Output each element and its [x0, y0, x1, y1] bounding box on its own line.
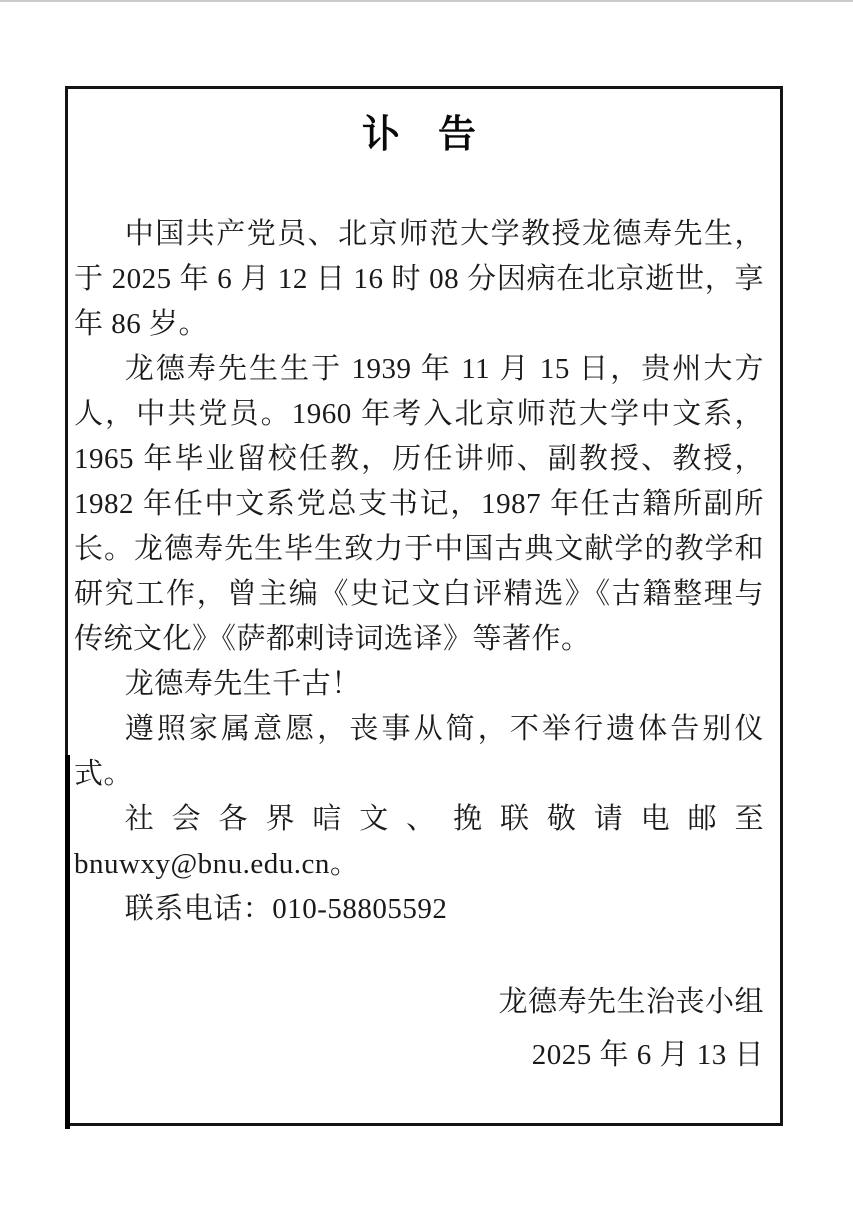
paragraph-condolence-email: 社会各界唁文、挽联敬请电邮至 bnuwxy@bnu.edu.cn。 [74, 803, 764, 880]
signature-date: 2025 年 6 月 13 日 [531, 1039, 764, 1071]
page-top-divider [0, 0, 853, 2]
paragraph-contact-phone: 联系电话：010-58805592 [124, 893, 448, 925]
paragraph-death-announcement: 中国共产党员、北京师范大学教授龙德寿先生，于 2025 年 6 月 12 日 16 时 08 分因病在北京逝世，享年 86 岁。 [74, 218, 764, 340]
left-border-mark [65, 755, 70, 1129]
obituary-title: 讣 告 [361, 114, 476, 156]
obituary-frame [65, 86, 783, 1126]
signature-block [74, 976, 764, 1082]
signature-committee-name: 龙德寿先生治丧小组 [498, 986, 764, 1018]
paragraph-eternal-tribute: 龙德寿先生千古！ [124, 668, 361, 700]
obituary-content [74, 89, 764, 1082]
paragraph-biography: 龙德寿先生生于 1939 年 11 月 15 日，贵州大方人，中共党员。1960 年考入北京师范大学中文系，1965 年毕业留校任教，历任讲师、副教授、教授，1982 年任中文系党总支书记，1987 年任古籍所副所长。龙德寿先生毕生致力于中国古典文献学的教学和研究工作，曾主编《史记文白评精选》《古籍整理与传统文化》《萨都剌诗词选译》等著作。 [74, 353, 764, 655]
paragraph-funeral-arrangement: 遵照家属意愿，丧事从简，不举行遗体告别仪式。 [74, 713, 764, 790]
